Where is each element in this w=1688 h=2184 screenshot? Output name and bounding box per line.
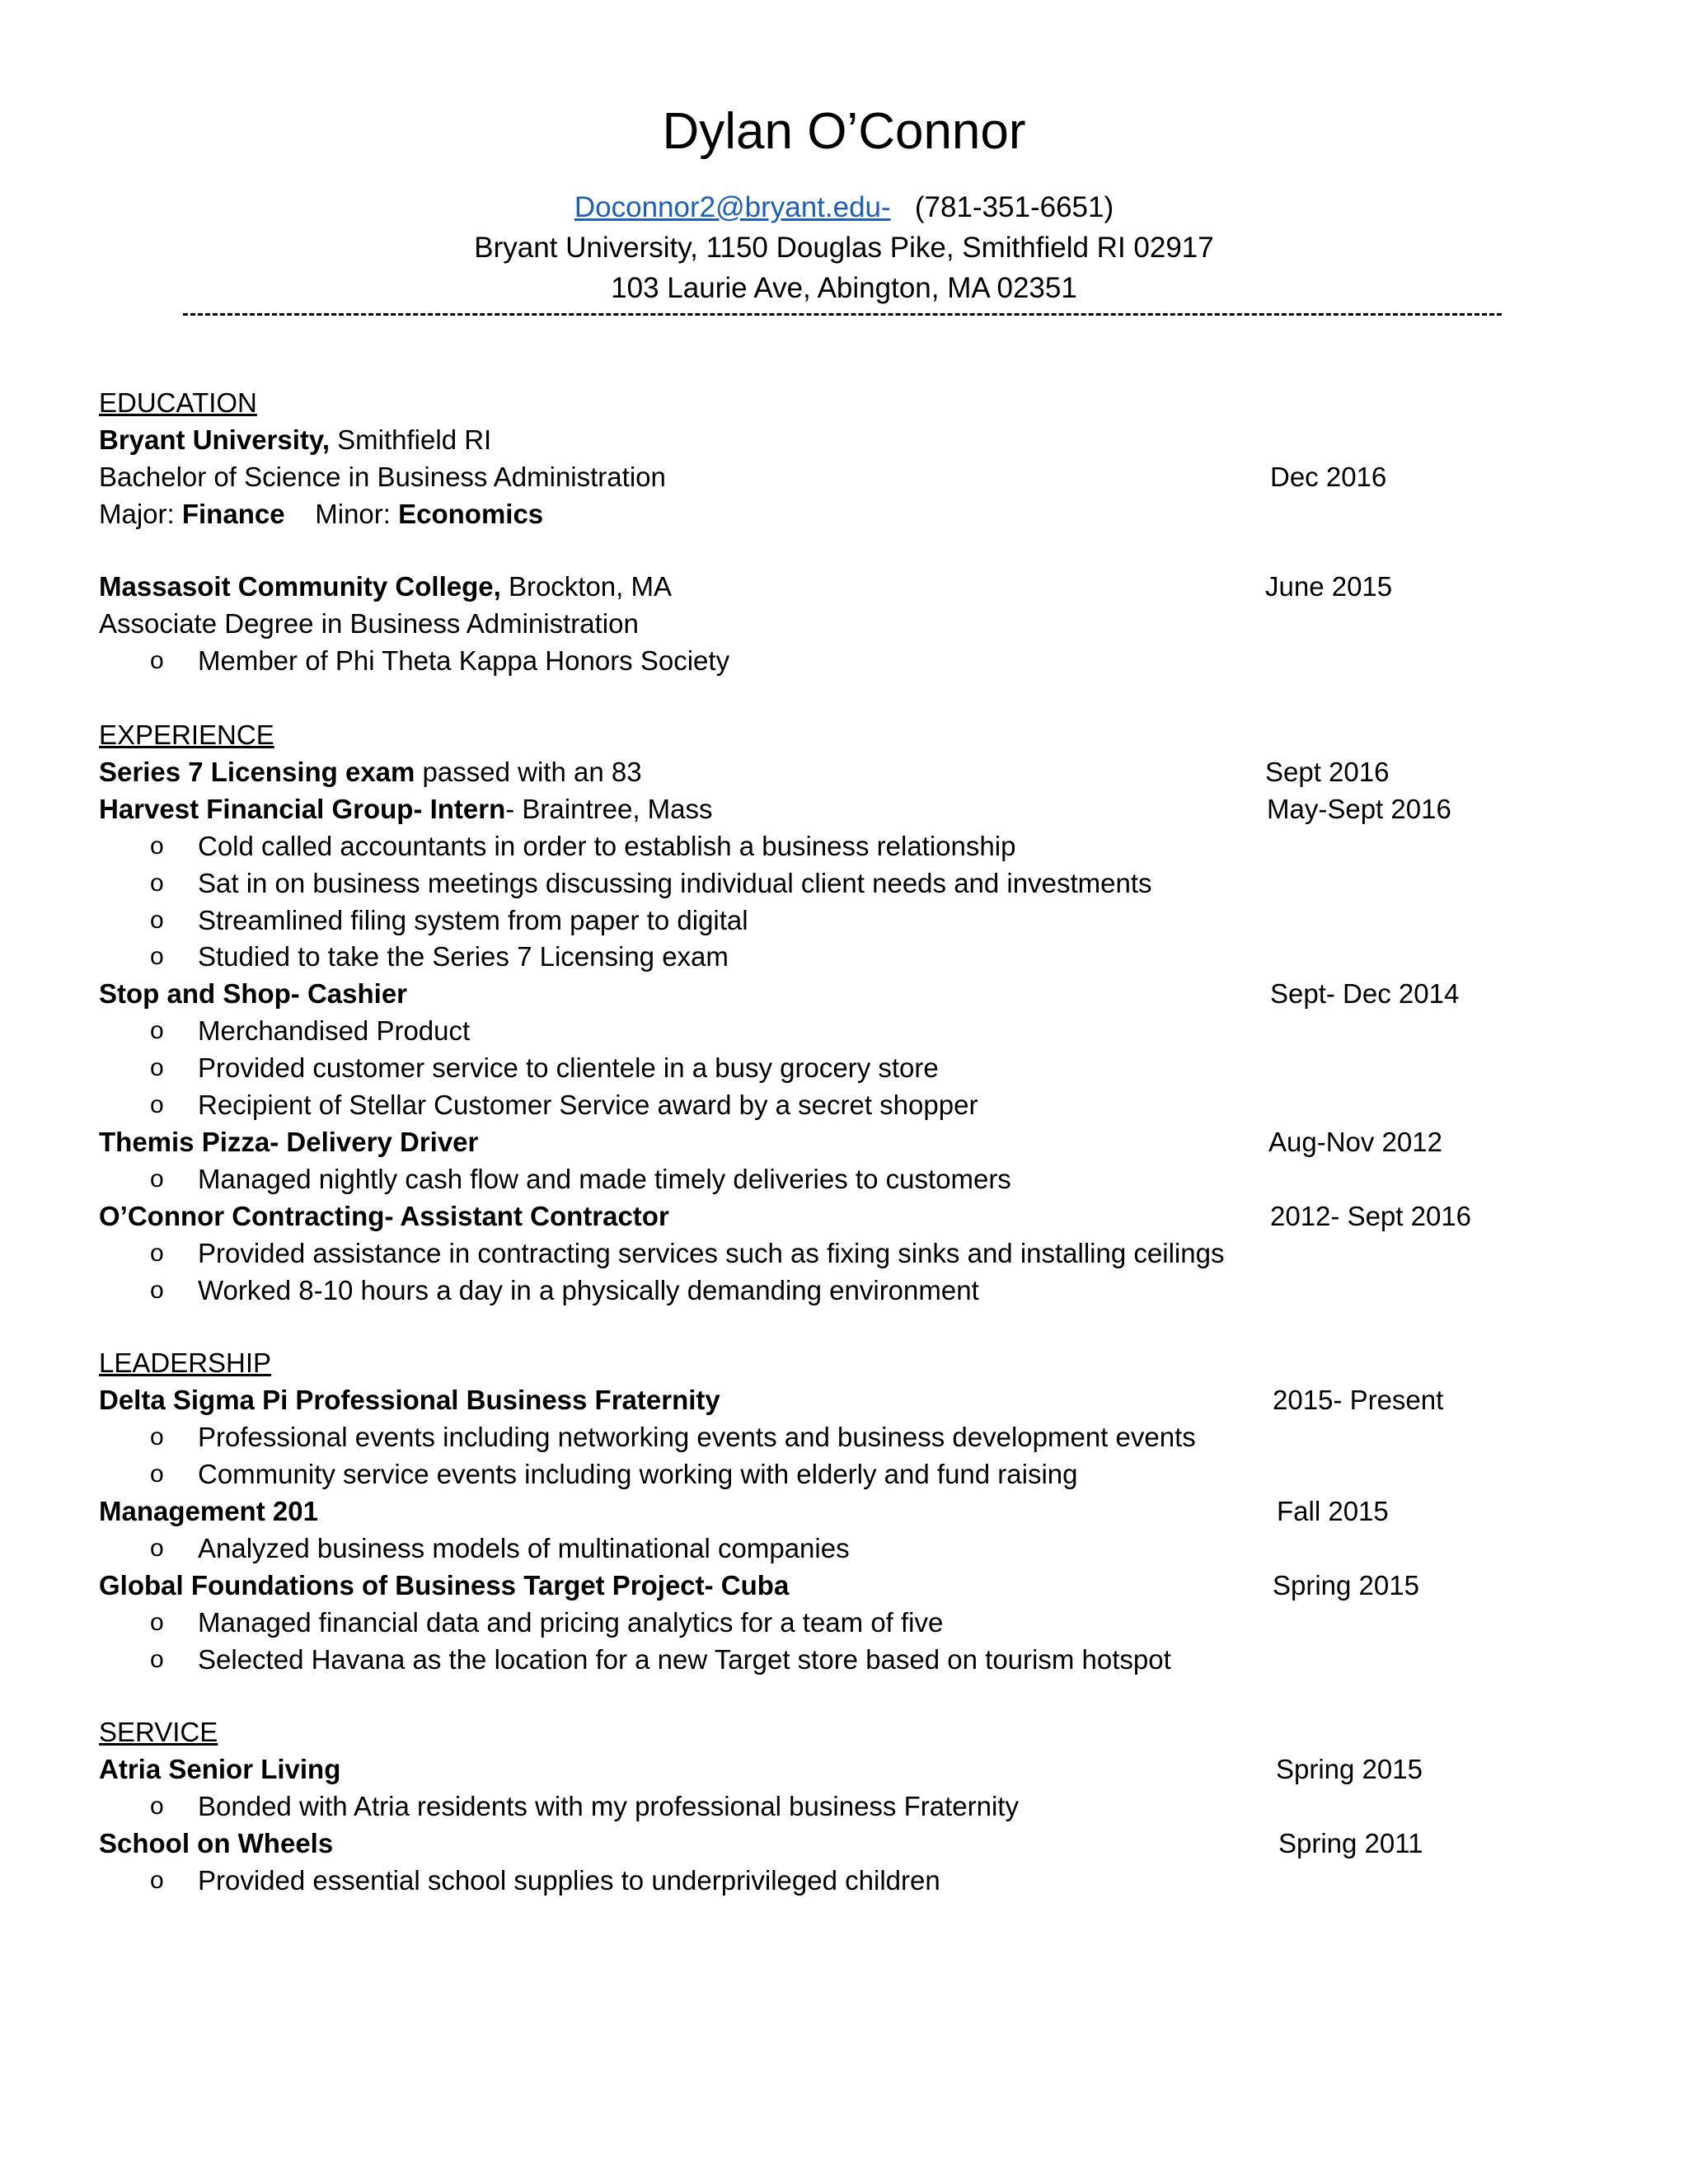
bullet-marker: o: [150, 943, 164, 970]
school-address: Bryant University, 1150 Douglas Pike, Smithfield RI 02917: [474, 232, 1214, 264]
header-divider: [183, 313, 1502, 316]
bullet-marker: o: [150, 869, 164, 897]
bullet-marker: o: [150, 1646, 164, 1673]
oconnor-bullet-2: Worked 8-10 hours a day in a physically demanding environment: [198, 1275, 979, 1305]
massasoit-name: Massasoit Community College,: [99, 571, 501, 602]
themis-bullet-1: Managed nightly cash flow and made timely deliveries to customers: [198, 1164, 1011, 1194]
wheels-bullet-1: Provided essential school supplies to underprivileged children: [198, 1865, 940, 1896]
massasoit-degree: Associate Degree in Business Administration: [99, 608, 639, 639]
phone-number: (781-351-6651): [914, 191, 1114, 223]
bryant-location: Smithfield RI: [337, 424, 492, 455]
series7-title: Series 7 Licensing exam: [99, 757, 415, 787]
bullet-marker: o: [150, 1165, 164, 1193]
stopshop-bullet-2: Provided customer service to clientele in a busy grocery store: [198, 1052, 939, 1083]
wheels-date: Spring 2011: [1278, 1828, 1423, 1858]
global-date: Spring 2015: [1273, 1570, 1419, 1601]
atria-bullet-1: Bonded with Atria residents with my professional business Fraternity: [198, 1791, 1019, 1821]
global-title: Global Foundations of Business Target Project- Cuba: [99, 1570, 790, 1601]
bryant-degree: Bachelor of Science in Business Administration: [99, 462, 666, 492]
themis-date: Aug-Nov 2012: [1268, 1127, 1442, 1157]
minor-value: Economics: [398, 499, 544, 529]
bullet-marker: o: [150, 1277, 164, 1304]
atria-date: Spring 2015: [1276, 1754, 1423, 1784]
bryant-date: Dec 2016: [1270, 462, 1387, 492]
harvest-bullet-4: Studied to take the Series 7 Licensing exam: [198, 941, 729, 972]
experience-heading: EXPERIENCE: [99, 719, 274, 750]
harvest-date: May-Sept 2016: [1267, 794, 1451, 824]
oconnor-date: 2012- Sept 2016: [1270, 1201, 1472, 1231]
bryant-name: Bryant University,: [99, 424, 330, 455]
candidate-name: Dylan O’Connor: [662, 103, 1026, 160]
massasoit-date: June 2015: [1265, 571, 1393, 602]
bullet-marker: o: [150, 832, 164, 860]
home-address: 103 Laurie Ave, Abington, MA 02351: [611, 272, 1077, 304]
major-minor-line: [99, 496, 543, 532]
wheels-title: School on Wheels: [99, 1828, 334, 1858]
harvest-line: [99, 791, 713, 827]
bullet-marker: o: [150, 1017, 164, 1044]
bullet-marker: o: [150, 1460, 164, 1488]
mgmt-bullet-1: Analyzed business models of multinational companies: [198, 1533, 850, 1563]
global-bullet-1: Managed financial data and pricing analytics for a team of five: [198, 1607, 944, 1638]
stopshop-bullet-3: Recipient of Stellar Customer Service award by a secret shopper: [198, 1090, 978, 1120]
education-heading: EDUCATION: [99, 387, 257, 418]
massasoit-location: Brockton, MA: [508, 571, 673, 602]
dsp-bullet-1: Professional events including networking events and business development events: [198, 1422, 1196, 1452]
harvest-title: Harvest Financial Group- Intern: [99, 794, 506, 824]
minor-label: Minor:: [315, 499, 391, 529]
themis-title: Themis Pizza- Delivery Driver: [99, 1127, 479, 1157]
bryant-line: [99, 422, 491, 458]
email-link[interactable]: Doconnor2@bryant.edu-: [574, 191, 891, 223]
bullet-marker: o: [150, 1867, 164, 1894]
bullet-marker: o: [150, 1535, 164, 1562]
harvest-bullet-1: Cold called accountants in order to establish a business relationship: [198, 831, 1016, 861]
major-label: Major:: [99, 499, 175, 529]
mgmt-title: Management 201: [99, 1496, 318, 1526]
stopshop-date: Sept- Dec 2014: [1270, 978, 1460, 1009]
series7-date: Sept 2016: [1265, 757, 1390, 787]
bullet-marker: o: [150, 1423, 164, 1451]
massasoit-line: [99, 569, 672, 605]
massasoit-bullet-1: Member of Phi Theta Kappa Honors Society: [198, 645, 730, 676]
dsp-bullet-2: Community service events including working with elderly and fund raising: [198, 1459, 1078, 1489]
oconnor-title: O’Connor Contracting- Assistant Contractor: [99, 1201, 669, 1231]
global-bullet-2: Selected Havana as the location for a new Target store based on tourism hotspot: [198, 1644, 1171, 1675]
series7-line: [99, 754, 642, 790]
bullet-marker: o: [150, 1091, 164, 1118]
bullet-marker: o: [150, 1240, 164, 1267]
harvest-bullet-3: Streamlined filing system from paper to digital: [198, 905, 748, 935]
oconnor-bullet-1: Provided assistance in contracting services such as fixing sinks and installing ceilings: [198, 1238, 1225, 1268]
stopshop-bullet-1: Merchandised Product: [198, 1015, 471, 1046]
major-value: Finance: [181, 499, 285, 529]
mgmt-date: Fall 2015: [1277, 1496, 1389, 1526]
service-heading: SERVICE: [99, 1717, 218, 1747]
bullet-marker: o: [150, 1054, 164, 1081]
bullet-marker: o: [150, 1793, 164, 1820]
dsp-title: Delta Sigma Pi Professional Business Fraternity: [99, 1385, 720, 1415]
atria-title: Atria Senior Living: [99, 1754, 341, 1784]
stopshop-title: Stop and Shop- Cashier: [99, 978, 408, 1009]
harvest-bullet-2: Sat in on business meetings discussing individual client needs and investments: [198, 868, 1152, 898]
leadership-heading: LEADERSHIP: [99, 1347, 272, 1378]
bullet-marker: o: [150, 647, 164, 674]
harvest-rest: - Braintree, Mass: [505, 794, 713, 824]
bullet-marker: o: [150, 1609, 164, 1636]
bullet-marker: o: [150, 907, 164, 934]
dsp-date: 2015- Present: [1273, 1385, 1444, 1415]
series7-rest: passed with an 83: [422, 757, 642, 787]
contact-line: [0, 188, 1688, 227]
